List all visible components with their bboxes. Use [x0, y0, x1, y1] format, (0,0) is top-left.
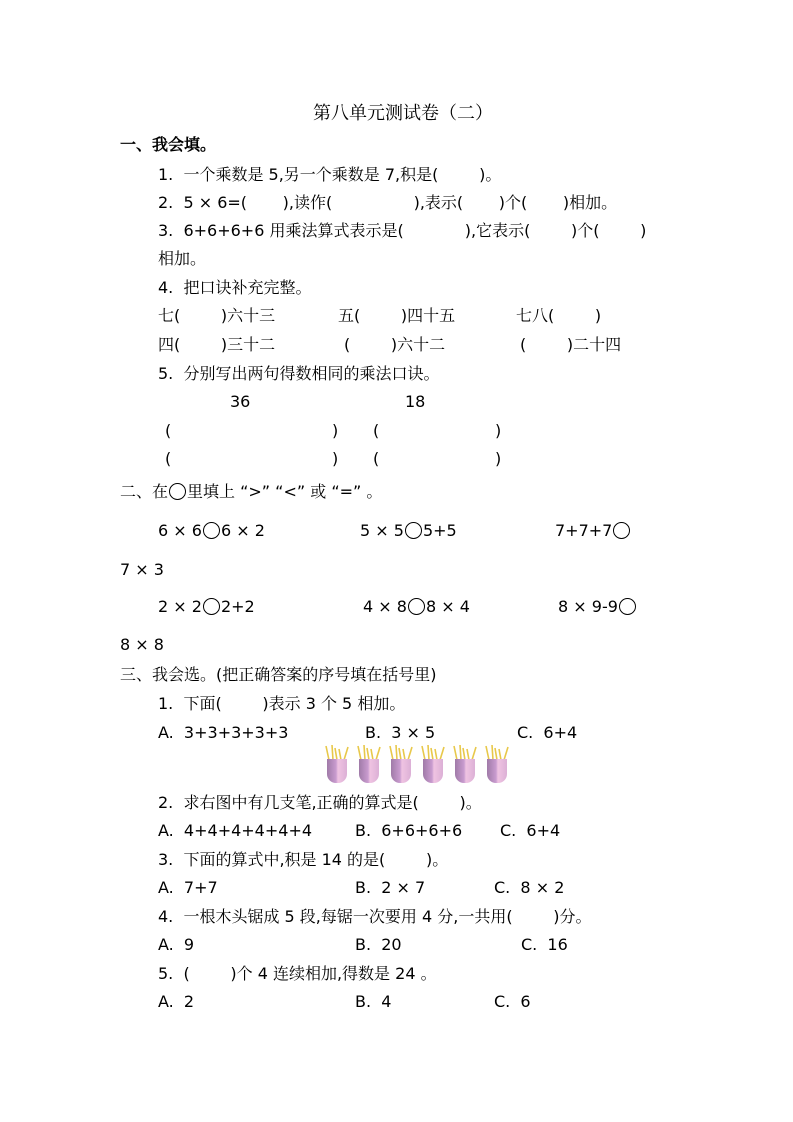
choice-question: 3. 下面的算式中,积是 14 的是( )。 [158, 850, 449, 869]
heading-pre: 二、在 [120, 482, 169, 501]
section-2-heading [120, 482, 382, 502]
compare-item: 6 × 6 6 × 2 [158, 521, 265, 540]
section-1-heading: 一、我会填。 [120, 135, 217, 154]
rhyme-blank: 五( )四十五 [338, 306, 456, 325]
section-3-heading: 三、我会选。(把正确答案的序号填在括号里) [120, 665, 437, 684]
choice-question: 2. 求右图中有几支笔,正确的算式是( )。 [158, 793, 482, 812]
compare-circle[interactable] [203, 598, 220, 615]
question-1-4: 4. 把口诀补充完整。 [158, 278, 312, 297]
question-1-3-continued: 相加。 [158, 249, 207, 268]
pencil-cups-image [325, 745, 509, 785]
rhyme-blank: 四( )三十二 [158, 335, 276, 354]
option-c[interactable]: C. 6 [494, 992, 531, 1011]
option-a[interactable]: A. 3+3+3+3+3 [158, 723, 289, 742]
bracket-close: ) [332, 449, 339, 468]
compare-circle[interactable] [203, 522, 220, 539]
pencil-cup-icon [357, 745, 381, 785]
bracket-close: ) [495, 421, 502, 440]
compare-circle[interactable] [405, 522, 422, 539]
heading-post: 里填上 “>” “<” 或 “=” 。 [187, 482, 383, 501]
target-number-36: 36 [230, 392, 251, 411]
bracket-open: ( [373, 421, 380, 440]
question-1-5: 5. 分别写出两句得数相同的乘法口诀。 [158, 364, 440, 383]
bracket-open: ( [165, 449, 172, 468]
option-c[interactable]: C. 6+4 [517, 723, 578, 742]
bracket-open: ( [373, 449, 380, 468]
option-a[interactable]: A. 7+7 [158, 878, 218, 897]
choice-question: 4. 一根木头锯成 5 段,每锯一次要用 4 分,一共用( )分。 [158, 907, 592, 926]
choice-question: 1. 下面( )表示 3 个 5 相加。 [158, 694, 406, 713]
option-b[interactable]: B. 6+6+6+6 [355, 821, 463, 840]
option-b[interactable]: B. 4 [355, 992, 392, 1011]
compare-item: 2 × 2 2+2 [158, 597, 255, 616]
option-c[interactable]: C. 6+4 [500, 821, 561, 840]
bracket-open: ( [165, 421, 172, 440]
compare-item: 7+7+7 [555, 521, 631, 541]
option-c[interactable]: C. 16 [521, 935, 568, 954]
rhyme-blank: ( )六十二 [344, 335, 446, 354]
option-a[interactable]: A. 2 [158, 992, 195, 1011]
compare-circle[interactable] [619, 598, 636, 615]
compare-circle[interactable] [408, 598, 425, 615]
option-c[interactable]: C. 8 × 2 [494, 878, 565, 897]
compare-item: 5 × 5 5+5 [360, 521, 457, 540]
rhyme-blank: ( )二十四 [520, 335, 622, 354]
pencil-cup-icon [389, 745, 413, 785]
circle-icon [169, 483, 186, 500]
option-b[interactable]: B. 20 [355, 935, 402, 954]
compare-item: 8 × 9-9 [558, 597, 637, 617]
pencil-cup-icon [485, 745, 509, 785]
question-1-1: 1. 一个乘数是 5,另一个乘数是 7,积是( )。 [158, 165, 502, 184]
bracket-close: ) [332, 421, 339, 440]
target-number-18: 18 [405, 392, 426, 411]
compare-item-wrap: 7 × 3 [120, 560, 164, 579]
question-1-3: 3. 6+6+6+6 用乘法算式表示是( ),它表示( )个( ) [158, 221, 647, 240]
option-b[interactable]: B. 2 × 7 [355, 878, 426, 897]
option-a[interactable]: A. 4+4+4+4+4+4 [158, 821, 313, 840]
question-1-2: 2. 5 × 6=( ),读作( ),表示( )个( )相加。 [158, 193, 618, 212]
pencil-cup-icon [453, 745, 477, 785]
option-a[interactable]: A. 9 [158, 935, 195, 954]
page-title: 第八单元测试卷（二） [313, 103, 493, 124]
pencil-cup-icon [325, 745, 349, 785]
compare-item: 4 × 8 8 × 4 [363, 597, 470, 616]
choice-question: 5. ( )个 4 连续相加,得数是 24 。 [158, 964, 437, 983]
compare-item-wrap: 8 × 8 [120, 635, 164, 654]
rhyme-blank: 七八( ) [516, 306, 602, 325]
bracket-close: ) [495, 449, 502, 468]
pencil-cup-icon [421, 745, 445, 785]
option-b[interactable]: B. 3 × 5 [365, 723, 436, 742]
compare-circle[interactable] [613, 522, 630, 539]
rhyme-blank: 七( )六十三 [158, 306, 276, 325]
